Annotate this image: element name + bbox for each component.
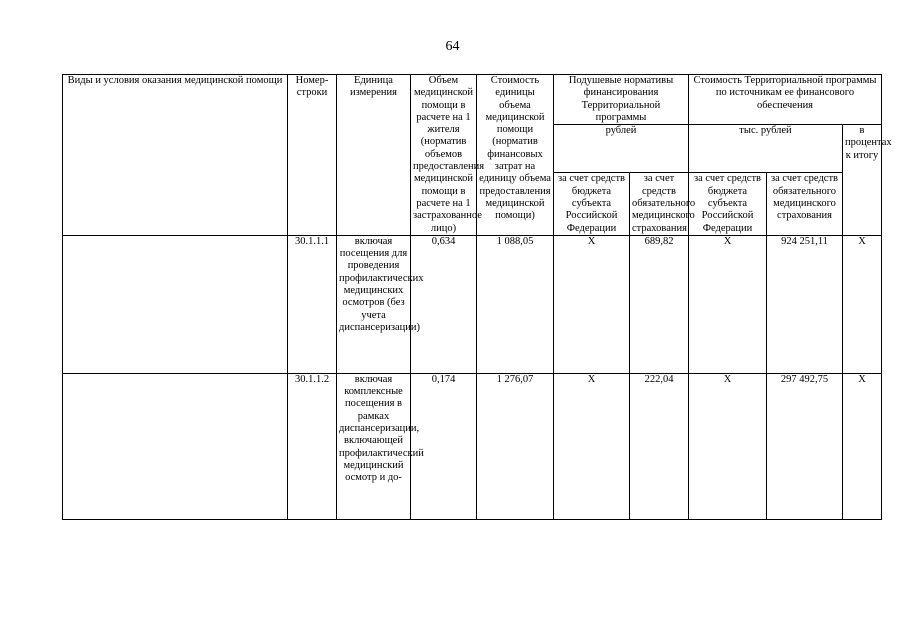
cell-total-budget: Х	[689, 373, 767, 519]
table-row	[63, 373, 882, 519]
header-cost: Стоимость единицы объема медицинской помощи (норматив финансовых затрат на единицу объема предоставления медицинской помощи)	[477, 75, 554, 236]
cell-type	[63, 235, 288, 373]
cell-cost: 1 088,05	[477, 235, 554, 373]
financing-table	[62, 74, 892, 520]
header-total-group: Стоимость Территориальной программы по источникам ее финансового обеспечения	[689, 75, 882, 125]
cell-pc-budget: Х	[554, 235, 630, 373]
cell-pc-budget: Х	[554, 373, 630, 519]
header-type: Виды и условия оказания медицинской помощи	[63, 75, 288, 236]
header-total-oms: за счет средств обязательного медицинского страхования	[767, 173, 843, 235]
cell-unit: включая посещения для проведения профилактических медицинских осмотров (без учета диспансеризации)	[337, 235, 411, 373]
cell-volume: 0,634	[411, 235, 477, 373]
header-pc-oms: за счет средств обязательного медицинского страхования	[630, 173, 689, 235]
cell-row-number: 30.1.1.1	[288, 235, 337, 373]
cell-percent: Х	[843, 373, 882, 519]
cell-total-budget: Х	[689, 235, 767, 373]
cell-total-oms: 924 251,11	[767, 235, 843, 373]
cell-total-oms: 297 492,75	[767, 373, 843, 519]
page-number: 64	[445, 39, 460, 54]
header-per-capita-group: Подушевые нормативы финансирования Территориальной программы	[554, 75, 689, 125]
cell-unit: включая комплексные посещения в рамках диспансеризации, включающей профилактический медицинский осмотр и до-	[337, 373, 411, 519]
header-pc-budget: за счет средств бюджета субъекта Российской Федерации	[554, 173, 630, 235]
header-volume: Объем медицинской помощи в расчете на 1 жителя (норматив объемов предоставления медицинской помощи в расчете на 1 застрахованное лицо)	[411, 75, 477, 236]
header-unit-rub: рублей	[554, 125, 689, 173]
header-row-number: Номер-строки	[288, 75, 337, 236]
cell-row-number: 30.1.1.2	[288, 373, 337, 519]
cell-volume: 0,174	[411, 373, 477, 519]
header-row-1	[63, 75, 882, 125]
cell-percent: Х	[843, 235, 882, 373]
header-unit: Единица измерения	[337, 75, 411, 236]
header-total-budget: за счет средств бюджета субъекта Российской Федерации	[689, 173, 767, 235]
header-unit-thous-rub: тыс. рублей	[689, 125, 843, 173]
cell-pc-oms: 222,04	[630, 373, 689, 519]
cell-pc-oms: 689,82	[630, 235, 689, 373]
header-percent: в процентах к итогу	[843, 125, 882, 236]
cell-type	[63, 373, 288, 519]
cell-cost: 1 276,07	[477, 373, 554, 519]
table-row	[63, 235, 882, 373]
